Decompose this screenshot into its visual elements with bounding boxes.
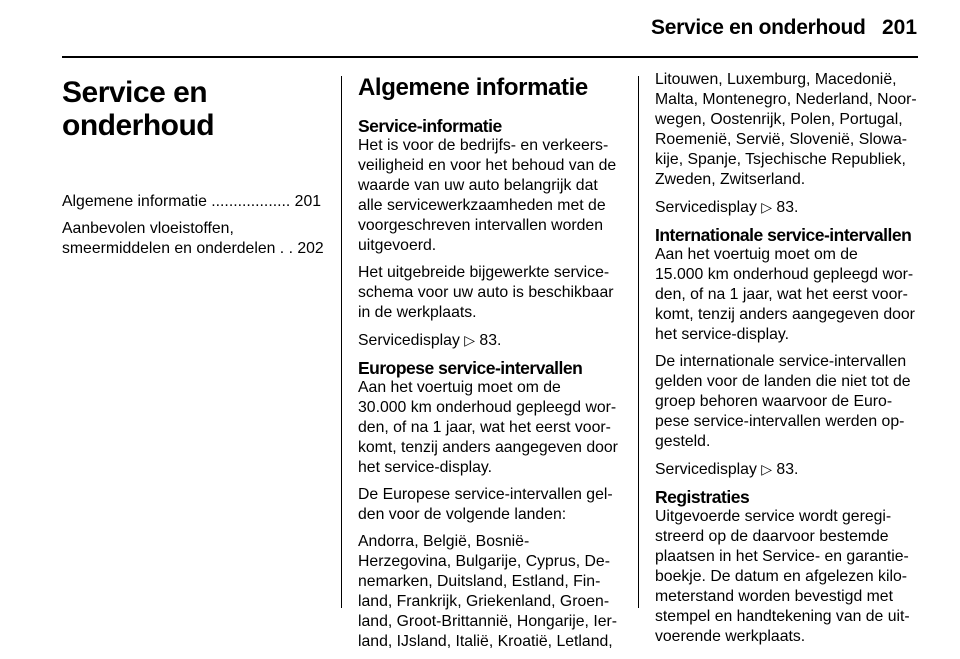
page-reference-number: 83. xyxy=(776,461,799,478)
text-line: groep behoren waarvoor de Euro- xyxy=(655,393,893,410)
toc-entry-algemene-informatie[interactable] xyxy=(62,192,326,212)
text-line: het service-display. xyxy=(358,459,493,476)
content-column-2 xyxy=(655,70,925,654)
text-line: schema voor uw auto is beschikbaar xyxy=(358,284,614,301)
text-line: voerende werkplaats. xyxy=(655,628,806,645)
text-line: De Europese service-intervallen gel- xyxy=(358,486,613,503)
chapter-title-line: Service en xyxy=(62,76,208,109)
text-line: plaatsen in het Service- en garantie- xyxy=(655,548,909,565)
text-line: 30.000 km onderhoud gepleegd wor- xyxy=(358,399,617,416)
content-column-1 xyxy=(358,70,628,659)
text-line: pese service-intervallen werden op- xyxy=(655,413,905,430)
paragraph xyxy=(358,485,628,525)
paragraph xyxy=(655,352,925,452)
text-line: komt, tenzij anders aangegeven door xyxy=(358,439,618,456)
text-line: Andorra, België, Bosnië- xyxy=(358,533,530,550)
text-line: Het uitgebreide bijgewerkte service- xyxy=(358,264,610,281)
paragraph xyxy=(358,532,628,652)
text-line: Litouwen, Luxemburg, Macedonië, xyxy=(655,71,897,88)
page-reference[interactable] xyxy=(655,197,925,218)
text-line: stempel en handtekening van de uit- xyxy=(655,608,910,625)
page-reference-text: Servicedisplay xyxy=(358,332,460,349)
text-line: land, Frankrijk, Griekenland, Groen- xyxy=(358,593,610,610)
text-line: voorgeschreven intervallen worden xyxy=(358,217,603,234)
text-line: den voor de volgende landen: xyxy=(358,506,567,523)
text-line: waarde van uw auto belangrijk dat xyxy=(358,177,598,194)
toc-entry-aanbevolen-vloeistoffen[interactable] xyxy=(62,219,326,259)
paragraph xyxy=(655,245,925,345)
text-line: 15.000 km onderhoud gepleegd wor- xyxy=(655,266,914,283)
page-reference[interactable] xyxy=(358,330,628,351)
page-reference-number: 83. xyxy=(479,332,502,349)
page-reference[interactable] xyxy=(655,459,925,480)
paragraph xyxy=(358,263,628,323)
paragraph xyxy=(358,136,628,256)
paragraph xyxy=(655,507,925,647)
heading-internationale-service-intervallen: Internationale service-intervallen xyxy=(655,225,912,245)
page-reference-text: Servicedisplay xyxy=(655,461,757,478)
chapter-title xyxy=(62,76,326,142)
text-line: land, IJsland, Italië, Kroatië, Letland, xyxy=(358,633,613,650)
toc-line: smeermiddelen en onderdelen . . 202 xyxy=(62,240,324,257)
paragraph xyxy=(655,70,925,190)
text-line: Uitgevoerde service wordt geregi- xyxy=(655,508,892,525)
text-line: gesteld. xyxy=(655,433,711,450)
section-title: Algemene informatie xyxy=(358,74,588,101)
text-line: het service-display. xyxy=(655,326,790,343)
text-line: alle servicewerkzaamheden met de xyxy=(358,197,606,214)
page-reference-number: 83. xyxy=(776,199,799,216)
header-rule xyxy=(62,56,918,58)
toc-line: Aanbevolen vloeistoffen, xyxy=(62,220,234,237)
page-reference-text: Servicedisplay xyxy=(655,199,757,216)
heading-service-informatie: Service-informatie xyxy=(358,116,502,136)
text-line: Aan het voertuig moet om de xyxy=(655,246,858,263)
page-number: 201 xyxy=(882,16,918,39)
chapter-column xyxy=(62,70,326,266)
text-line: in de werkplaats. xyxy=(358,304,477,321)
column-divider-1 xyxy=(341,76,342,608)
text-line: meterstand worden bevestigd met xyxy=(655,588,893,605)
text-line: boekje. De datum en afgelezen kilo- xyxy=(655,568,908,585)
heading-europese-service-intervallen: Europese service-intervallen xyxy=(358,358,583,378)
text-line: wegen, Oostenrijk, Polen, Portugal, xyxy=(655,111,903,128)
page-reference-arrow-icon: ▷ xyxy=(761,461,773,477)
text-line: den, of na 1 jaar, wat het eerst voor- xyxy=(655,286,908,303)
text-line: den, of na 1 jaar, wat het eerst voor- xyxy=(358,419,611,436)
text-line: veiligheid en voor het behoud van de xyxy=(358,157,617,174)
chapter-title-line: onderhoud xyxy=(62,109,215,142)
column-divider-2 xyxy=(638,76,639,608)
text-line: land, Groot-Brittannië, Hongarije, Ier- xyxy=(358,613,618,630)
heading-registraties: Registraties xyxy=(655,487,750,507)
table-of-contents xyxy=(62,192,326,259)
text-line: Aan het voertuig moet om de xyxy=(358,379,561,396)
text-line: Roemenië, Servië, Slovenië, Slowa- xyxy=(655,131,907,148)
text-line: streerd op de daarvoor bestemde xyxy=(655,528,889,545)
text-line: Herzegovina, Bulgarije, Cyprus, De- xyxy=(358,553,610,570)
text-line: Zweden, Zwitserland. xyxy=(655,171,806,188)
text-line: Malta, Montenegro, Nederland, Noor- xyxy=(655,91,917,108)
page-reference-arrow-icon: ▷ xyxy=(464,332,476,348)
running-header-title: Service en onderhoud xyxy=(651,16,866,39)
toc-line: Algemene informatie .................. 201 xyxy=(62,193,322,210)
text-line: kije, Spanje, Tsjechische Republiek, xyxy=(655,151,906,168)
text-line: De internationale service-intervallen xyxy=(655,353,907,370)
text-line: Het is voor de bedrijfs- en verkeers- xyxy=(358,137,609,154)
text-line: nemarken, Duitsland, Estland, Fin- xyxy=(358,573,601,590)
text-line: gelden voor de landen die niet tot de xyxy=(655,373,911,390)
page-reference-arrow-icon: ▷ xyxy=(761,199,773,215)
text-line: uitgevoerd. xyxy=(358,237,437,254)
text-line: komt, tenzij anders aangegeven door xyxy=(655,306,915,323)
paragraph xyxy=(358,378,628,478)
